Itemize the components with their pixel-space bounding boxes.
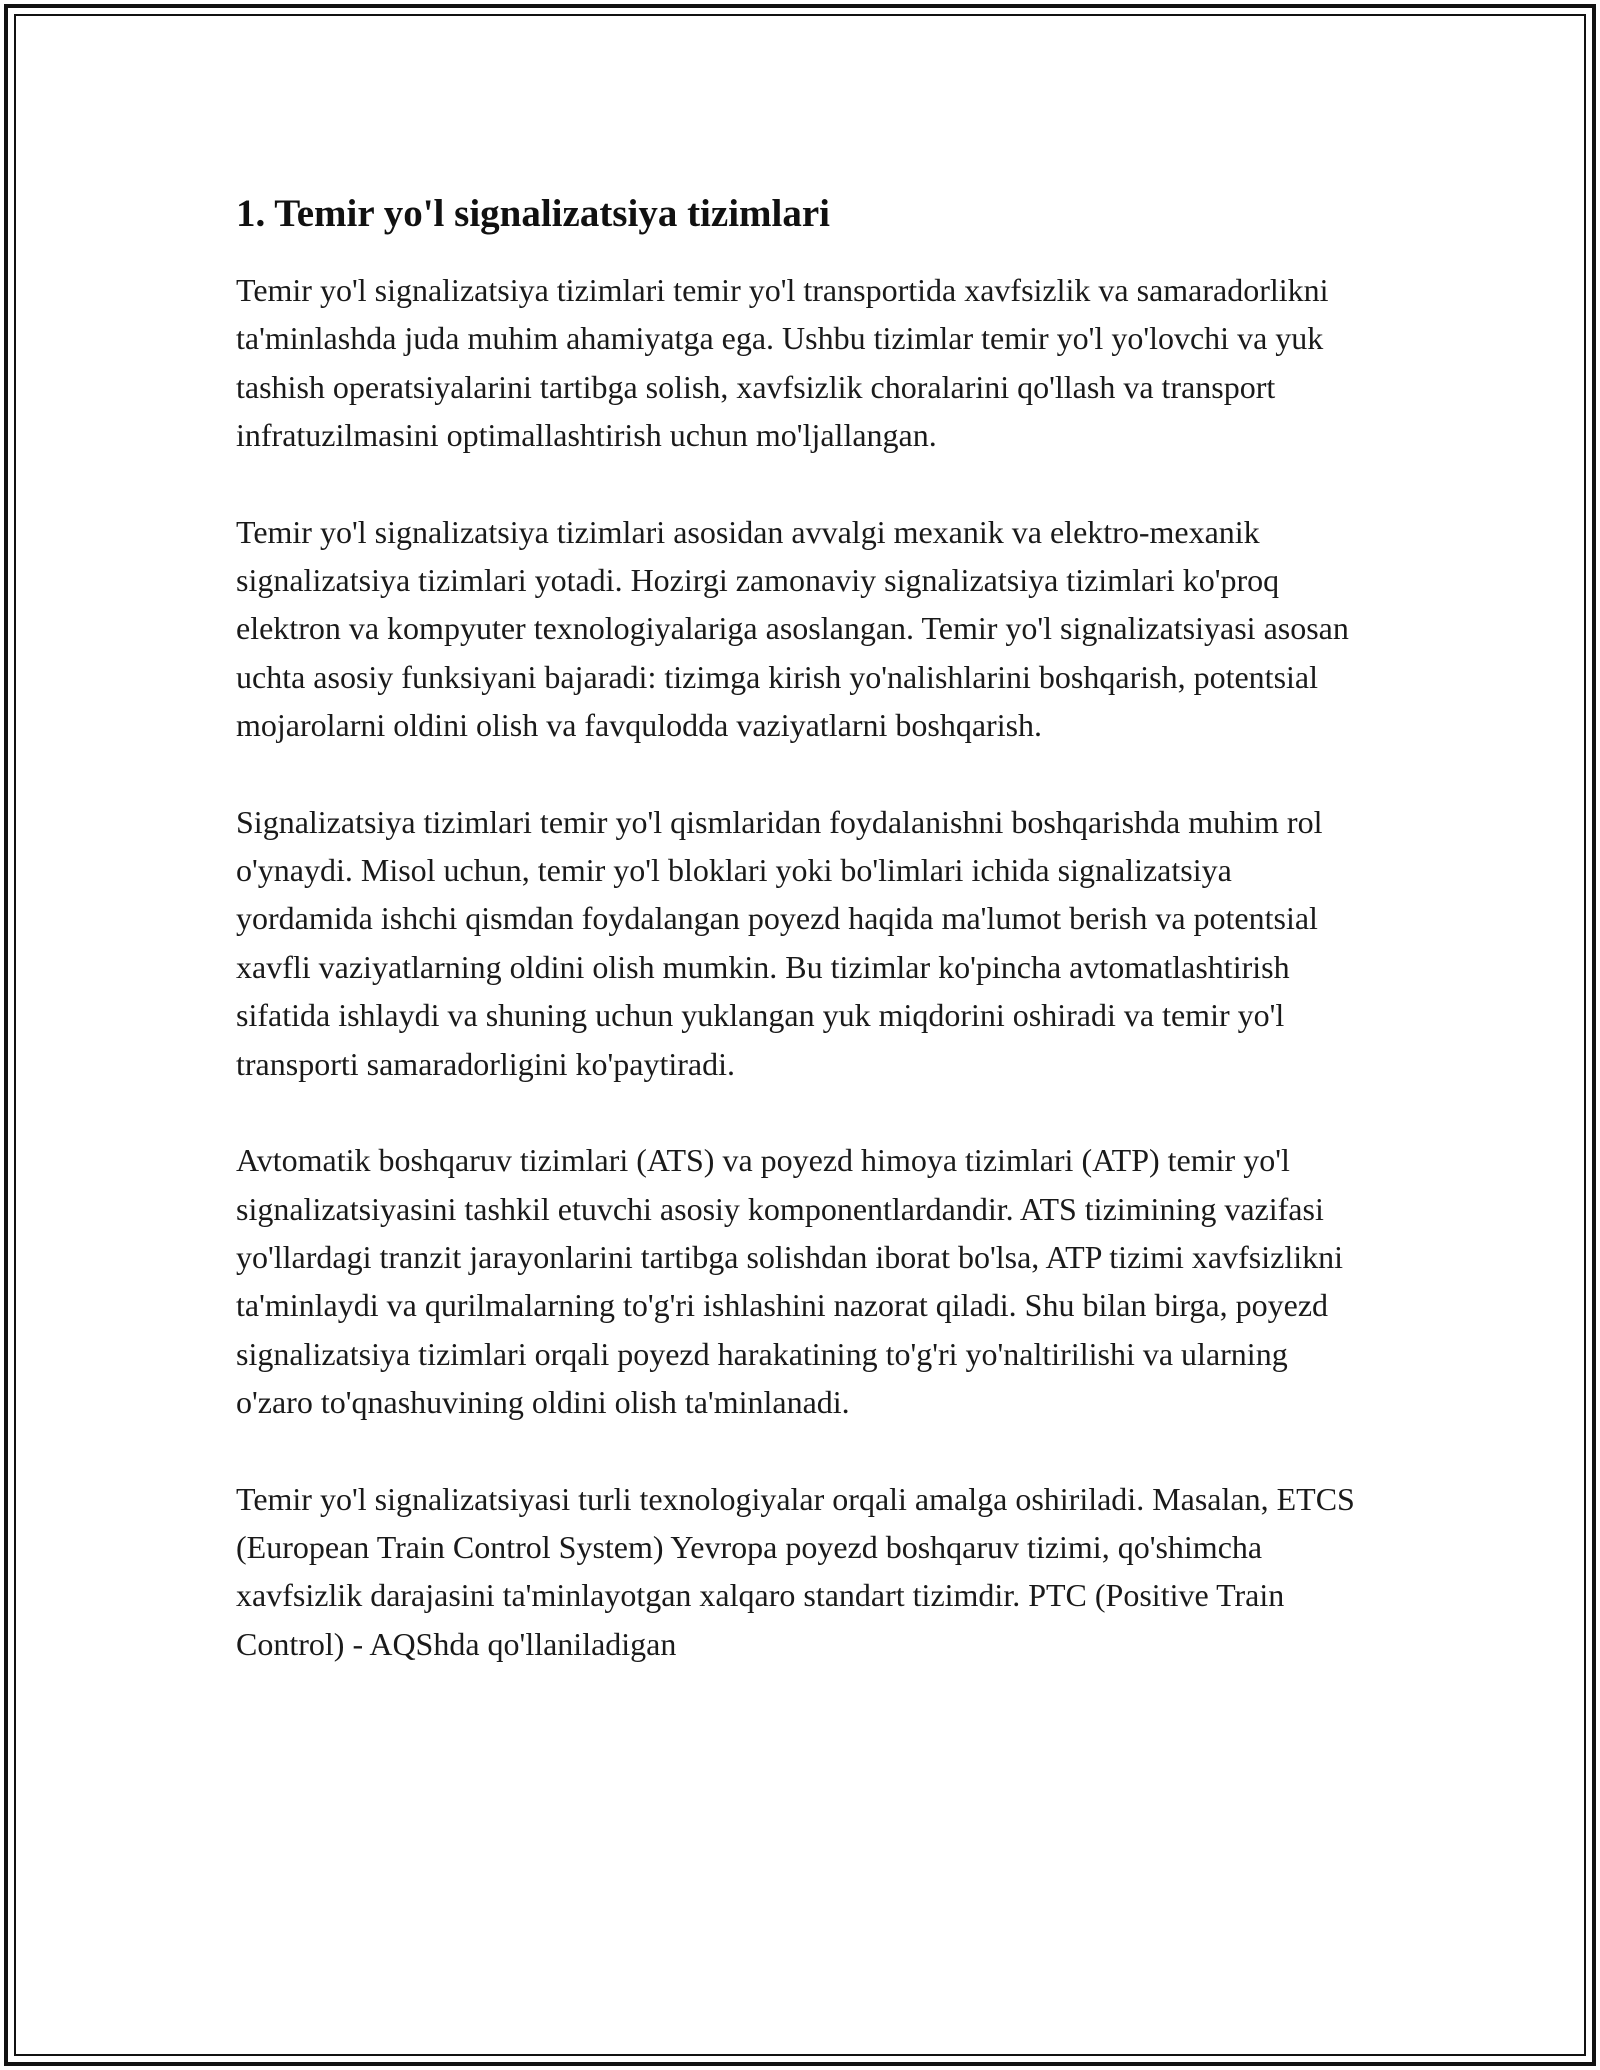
paragraph-5: Temir yo'l signalizatsiyasi turli texnologiyalar orqali amalga oshiriladi. Masalan, ETCS (European Train Control System) Yevropa poyezd boshqaruv tizimi, qo'shimcha xavfsizlik darajasini ta'minlayotgan xalqaro standart tizimdir. PTC (Positive Train Control) - AQShda qo'llaniladigan (236, 1480, 1355, 1662)
paragraph-4: Avtomatik boshqaruv tizimlari (ATS) va poyezd himoya tizimlari (ATP) temir yo'l signalizatsiyasini tashkil etuvchi asosiy komponentlardandir. ATS tizimining vazifasi yo'llardagi tranzit jarayonlarini tartibga solishdan iborat bo'lsa, ATP tizimi xavfsizlikni ta'minlaydi va qurilmalarning to'g'ri ishlashini nazorat qiladi. Shu bilan birga, poyezd signalizatsiya tizimlari orqali poyezd harakatining to'g'ri yo'naltirilishi va ularning o'zaro to'qnashuvining oldini olish ta'minlanadi. (236, 1142, 1343, 1421)
document-page (236, 184, 1366, 1716)
section-title: 1. Temir yo'l signalizatsiya tizimlari (236, 192, 831, 235)
paragraph-1: Temir yo'l signalizatsiya tizimlari temir yo'l transportida xavfsizlik va samaradorlikni ta'minlashda juda muhim ahamiyatga ega. Ushbu tizimlar temir yo'l yo'lovchi va yuk tashish operatsiyalarini tartibga solish, xavfsizlik choralarini qo'llash va transport infratuzilmasini optimallashtirish uchun mo'ljallangan. (236, 272, 1329, 454)
paragraph-2: Temir yo'l signalizatsiya tizimlari asosidan avvalgi mexanik va elektro-mexanik signalizatsiya tizimlari yotadi. Hozirgi zamonaviy signalizatsiya tizimlari ko'proq elektron va kompyuter texnologiyalariga asoslangan. Temir yo'l signalizatsiyasi asosan uchta asosiy funksiyani bajaradi: tizimga kirish yo'nalishlarini boshqarish, potentsial mojarolarni oldini olish va favqulodda vaziyatlarni boshqarish. (236, 513, 1349, 744)
paragraph-3: Signalizatsiya tizimlari temir yo'l qismlaridan foydalanishni boshqarishda muhim rol o'ynaydi. Misol uchun, temir yo'l bloklari yoki bo'limlari ichida signalizatsiya yordamida ishchi qismdan foydalangan poyezd haqida ma'lumot berish va potentsial xavfli vaziyatlarning oldini olish mumkin. Bu tizimlar ko'pincha avtomatlashtirish sifatida ishlaydi va shuning uchun yuklangan yuk miqdorini oshiradi va temir yo'l transporti samaradorligini ko'paytiradi. (236, 803, 1323, 1082)
